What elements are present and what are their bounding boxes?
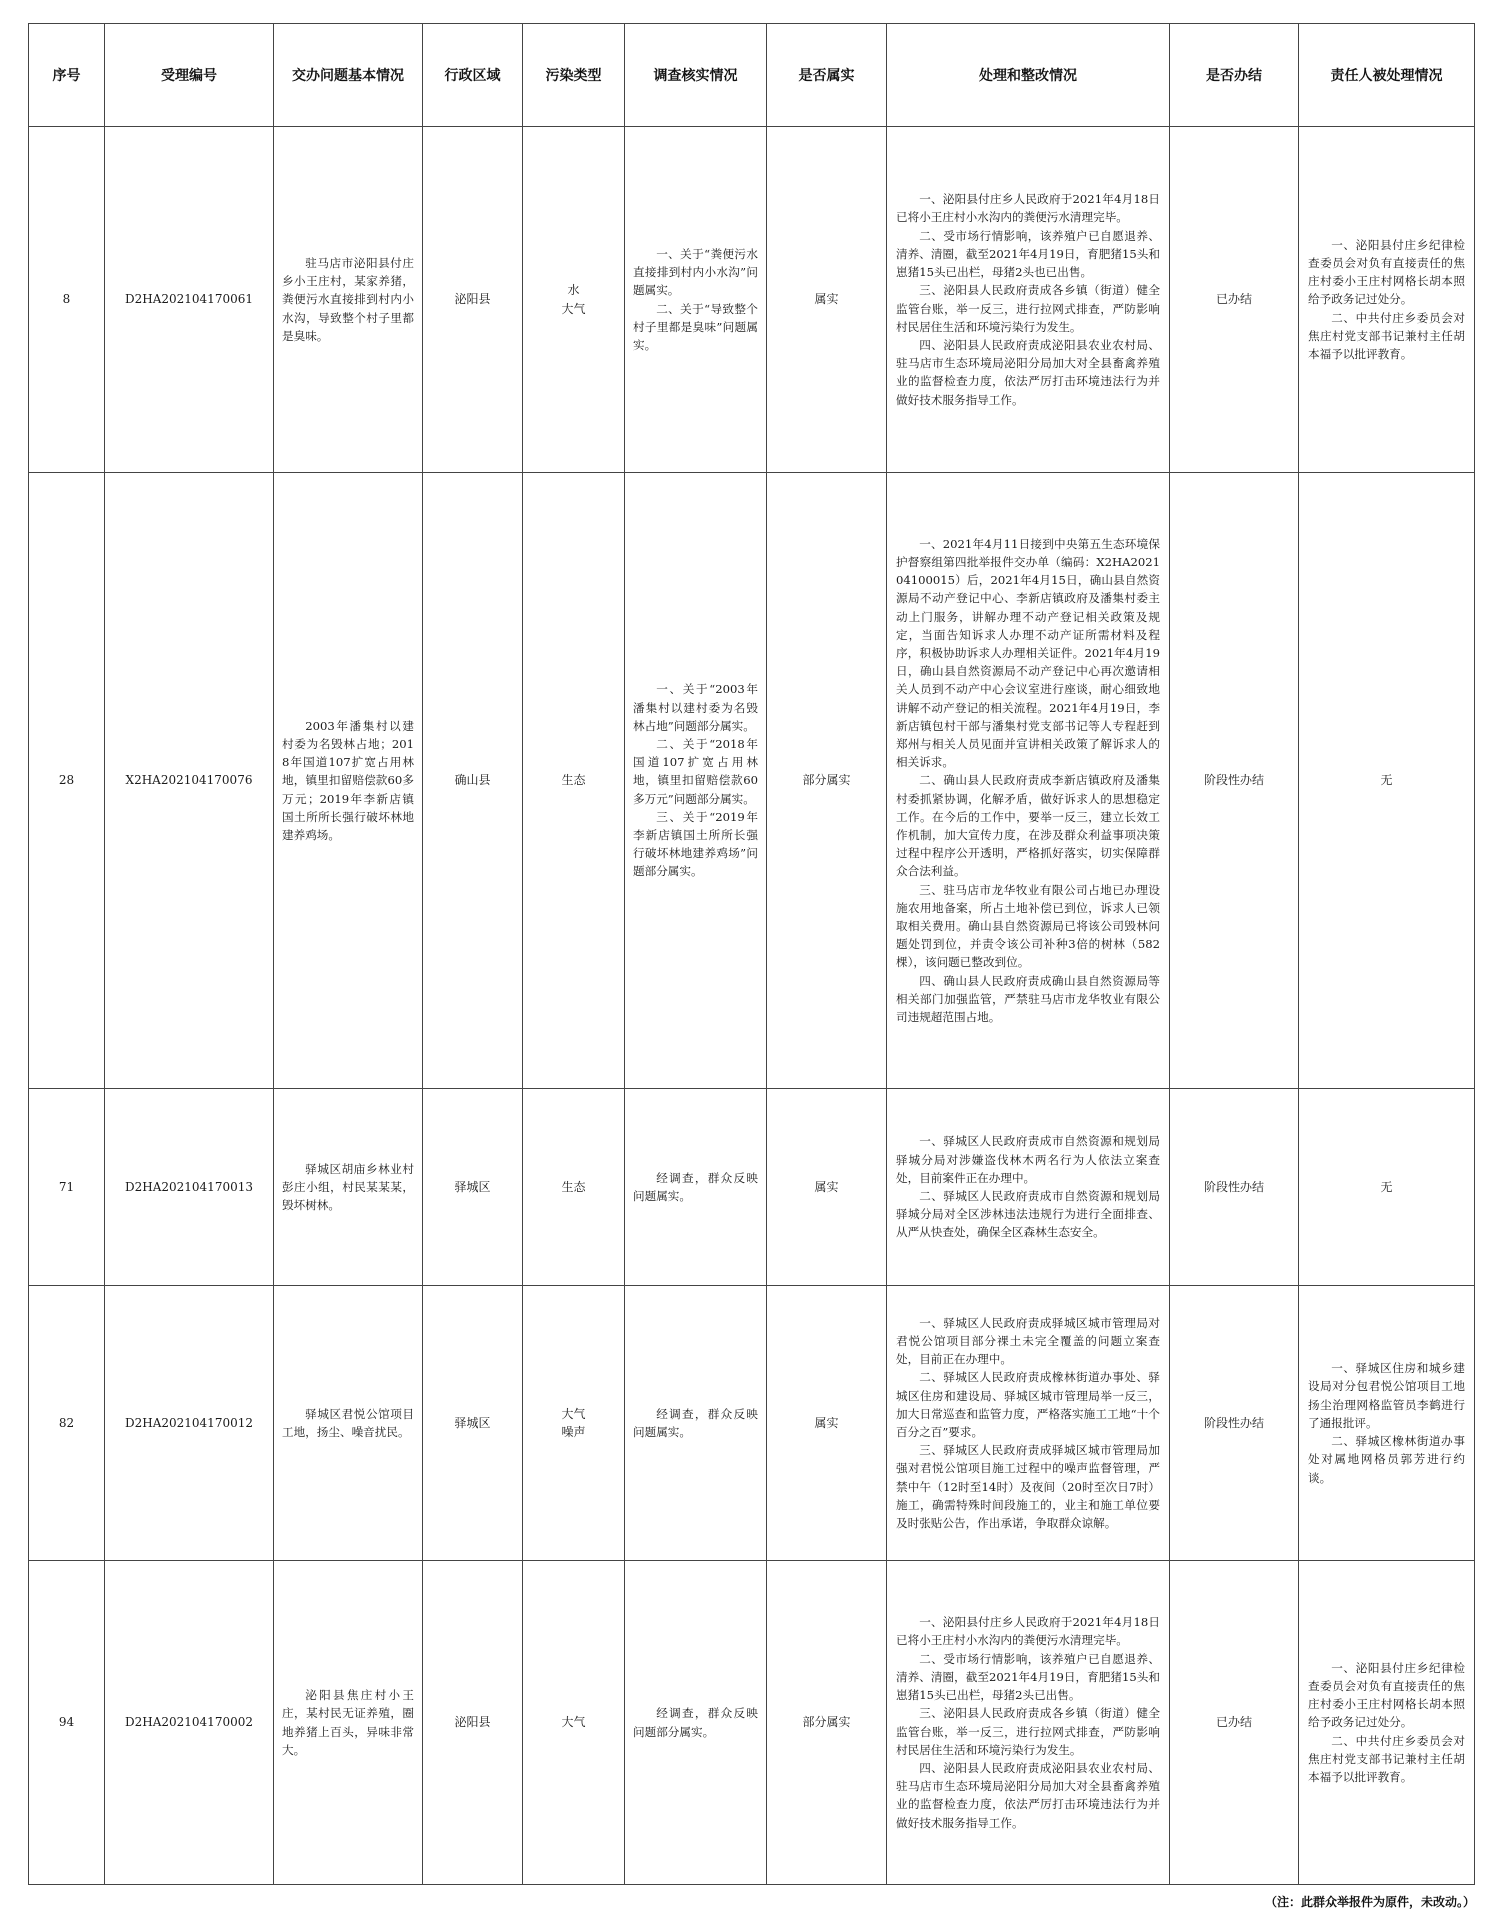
rectification-item: 二、受市场行情影响，该养殖户已自愿退养、清养、清圈，截至2021年4月19日，育肥猪15头和崽猪15头已出栏，母猪2头也已出售。 [896,228,1160,280]
header-pollution: 污染类型 [523,24,625,127]
header-status: 是否办结 [1170,24,1299,127]
cell-seq: 94 [29,1561,105,1885]
rectification-item: 二、驿城区人民政府责成橡林街道办事处、驿城区住房和建设局、驿城区城市管理局举一反三，加大日常巡查和监管力度，严格落实施工工地“十个百分之百”要求。 [896,1370,1160,1439]
accountability-item: 二、中共付庄乡委员会对焦庄村党支部书记兼村主任胡本福予以批评教育。 [1308,310,1465,361]
rectification-item: 四、确山县人民政府责成确山县自然资源局等相关部门加强监管，严禁驻马店市龙华牧业有限公司违规超范围占地。 [896,973,1160,1025]
accountability-item: 一、泌阳县付庄乡纪律检查委员会对负有直接责任的焦庄村委小王庄村网格长胡本照给予政务记过处分。 [1308,1660,1465,1730]
cell-rectification [887,1286,1170,1561]
cell-status: 已办结 [1170,127,1299,473]
rectification-item: 一、泌阳县付庄乡人民政府于2021年4月18日已将小王庄村小水沟内的粪便污水清理完毕。 [896,192,1160,225]
investigation-item: 经调查，群众反映问题属实。 [633,1406,758,1439]
cell-rectification [887,1561,1170,1885]
cell-verified: 属实 [767,1089,887,1286]
cell-pollution [523,1561,625,1885]
cell-problem [274,1089,423,1286]
rectification-item: 二、确山县人民政府责成李新店镇政府及潘集村委抓紧协调，化解矛盾，做好诉求人的思想稳定工作。在今后的工作中，要举一反三，建立长效工作机制，加大宣传力度，在涉及群众利益事项决策过程中程序公开透明，严格抓好落实，切实保障群众合法利益。 [896,773,1160,879]
cell-accountability [1299,1286,1475,1561]
table-row [29,1089,1475,1286]
rectification-item: 一、2021年4月11日接到中央第五生态环境保护督察组第四批举报件交办单（编码：X2HA202104100015）后，2021年4月15日，确山县自然资源局不动产登记中心、李新店镇政府及潘集村委主动上门服务，讲解办理不动产登记相关政策及规定，当面告知诉求人办理不动产证所需材料及程序，积极协助诉求人办理相关证件。2021年4月19日，确山县自然资源局不动产登记中心再次邀请相关人员到不动产中心会议室进行座谈，耐心细致地讲解不动产登记的相关流程。2021年4月19日，李新店镇包村干部与潘集村党支部书记等人专程赶到郑州与相关人员见面并宣讲相关政策了解诉求人的相关诉求。 [896,536,1160,770]
cell-status: 已办结 [1170,1561,1299,1885]
cell-problem [274,1286,423,1561]
cell-problem [274,1561,423,1885]
pollution-type: 生态 [561,1179,586,1194]
rectification-item: 三、驻马店市龙华牧业有限公司占地已办理设施农用地备案，所占土地补偿已到位，诉求人已领取相关费用。确山县自然资源局已将该公司毁林问题处罚到位，并责令该公司补种3倍的树林（582棵），该问题已整改到位。 [896,882,1160,970]
cell-rectification [887,473,1170,1089]
cell-verified: 部分属实 [767,473,887,1089]
header-accountability: 责任人被处理情况 [1299,24,1475,127]
investigation-item: 一、关于“2003年潘集村以建村委为名毁林占地”问题部分属实。 [633,682,758,733]
cell-id: D2HA202104170002 [105,1561,274,1885]
header-rectification: 处理和整改情况 [887,24,1170,127]
investigation-item: 二、关于“导致整个村子里都是臭味”问题属实。 [633,301,758,352]
cell-rectification [887,1089,1170,1286]
cell-investigation [625,127,767,473]
pollution-type: 大气 [561,1406,586,1421]
cell-verified: 属实 [767,1286,887,1561]
accountability-item: 一、驿城区住房和城乡建设局对分包君悦公馆项目工地扬尘治理网格监管员李鹤进行了通报批评。 [1308,1361,1465,1430]
cell-verified: 属实 [767,127,887,473]
rectification-item: 一、泌阳县付庄乡人民政府于2021年4月18日已将小王庄村小水沟内的粪便污水清理完毕。 [896,1615,1160,1648]
problem-text: 泌阳县焦庄村小王庄，某村民无证养殖，圈地养猪上百头，异味非常大。 [282,1688,414,1757]
problem-text: 驿城区君悦公馆项目工地，扬尘、噪音扰民。 [282,1406,414,1439]
cell-seq: 28 [29,473,105,1089]
rectification-item: 二、驿城区人民政府责成市自然资源和规划局驿城分局对全区涉林违法违规行为进行全面排查、从严从快查处，确保全区森林生态安全。 [896,1189,1160,1240]
table-row [29,1286,1475,1561]
rectification-item: 二、受市场行情影响，该养殖户已自愿退养、清养、清圈，截至2021年4月19日，育肥猪15头和崽猪15头已出栏，母猪2头已出售。 [896,1651,1160,1703]
pollution-type: 大气 [561,1715,586,1730]
header-problem: 交办问题基本情况 [274,24,423,127]
cell-region: 泌阳县 [423,1561,523,1885]
header-seq: 序号 [29,24,105,127]
report-table [28,23,1475,1885]
rectification-item: 三、驿城区人民政府责成驿城区城市管理局加强对君悦公馆项目施工过程中的噪声监督管理，严禁中午（12时至14时）及夜间（20时至次日7时）施工，确需特殊时间段施工的，业主和施工单位要及时张贴公告，作出承诺，争取群众谅解。 [896,1443,1160,1531]
cell-region: 泌阳县 [423,127,523,473]
cell-seq: 8 [29,127,105,473]
cell-problem [274,473,423,1089]
cell-investigation [625,1089,767,1286]
cell-accountability: 无 [1299,473,1475,1089]
header-row [29,24,1475,127]
cell-problem [274,127,423,473]
problem-text: 驿城区胡庙乡林业村彭庄小组，村民某某某，毁坏树林。 [282,1161,414,1213]
cell-seq: 71 [29,1089,105,1286]
cell-investigation [625,1286,767,1561]
investigation-item: 三、关于“2019年李新店镇国土所所长强行破坏林地建养鸡场”问题部分属实。 [633,809,758,879]
table-row [29,127,1475,473]
cell-pollution [523,1089,625,1286]
cell-region: 确山县 [423,473,523,1089]
cell-region: 驿城区 [423,1089,523,1286]
pollution-type: 噪声 [561,1425,586,1439]
rectification-item: 三、泌阳县人民政府责成各乡镇（街道）健全监管台账，举一反三，进行拉网式排查，严防影响村民居住生活和环境污染行为发生。 [896,1706,1160,1757]
problem-text: 2003年潘集村以建村委为名毁林占地；2018年国道107扩宽占用林地，镇里扣留赔偿款60多万元；2019年李新店镇国土所所长强行破坏林地建养鸡场。 [282,718,414,842]
cell-status: 阶段性办结 [1170,1286,1299,1561]
cell-id: D2HA202104170012 [105,1286,274,1561]
cell-region: 驿城区 [423,1286,523,1561]
cell-id: X2HA202104170076 [105,473,274,1089]
accountability-item: 一、泌阳县付庄乡纪律检查委员会对负有直接责任的焦庄村委小王庄村网格长胡本照给予政务记过处分。 [1308,237,1465,307]
header-verified: 是否属实 [767,24,887,127]
header-region: 行政区域 [423,24,523,127]
pollution-type: 水 [567,283,580,298]
rectification-item: 四、泌阳县人民政府责成泌阳县农业农村局、驻马店市生态环境局泌阳分局加大对全县畜禽养殖业的监督检查力度，依法严厉打击环境违法行为并做好技术服务指导工作。 [896,337,1160,407]
table-row [29,1561,1475,1885]
accountability-item: 二、驿城区橡林街道办事处对属地网格员郭芳进行约谈。 [1308,1434,1465,1485]
cell-accountability [1299,1561,1475,1885]
problem-text: 驻马店市泌阳县付庄乡小王庄村，某家养猪，粪便污水直接排到村内小水沟，导致整个村子里都是臭味。 [282,255,414,343]
investigation-item: 二、关于“2018年国道107扩宽占用林地，镇里扣留赔偿款60多万元”问题部分属实。 [633,736,758,806]
investigation-item: 经调查，群众反映问题部分属实。 [633,1706,758,1739]
investigation-item: 经调查，群众反映问题属实。 [633,1170,758,1203]
pollution-type: 大气 [561,301,586,316]
cell-pollution [523,473,625,1089]
cell-id: D2HA202104170061 [105,127,274,473]
cell-seq: 82 [29,1286,105,1561]
cell-rectification [887,127,1170,473]
cell-status: 阶段性办结 [1170,1089,1299,1286]
header-investigation: 调查核实情况 [625,24,767,127]
accountability-item: 二、中共付庄乡委员会对焦庄村党支部书记兼村主任胡本福予以批评教育。 [1308,1733,1465,1784]
cell-status: 阶段性办结 [1170,473,1299,1089]
rectification-item: 一、驿城区人民政府责成驿城区城市管理局对君悦公馆项目部分裸土未完全覆盖的问题立案查处，目前正在办理中。 [896,1315,1160,1367]
cell-id: D2HA202104170013 [105,1089,274,1286]
investigation-item: 一、关于“粪便污水直接排到村内小水沟”问题属实。 [633,246,758,298]
cell-investigation [625,473,767,1089]
pollution-type: 生态 [561,773,586,788]
rectification-item: 一、驿城区人民政府责成市自然资源和规划局驿城分局对涉嫌盗伐林木两名行为人依法立案查处，目前案件正在办理中。 [896,1134,1160,1185]
cell-verified: 部分属实 [767,1561,887,1885]
rectification-item: 四、泌阳县人民政府责成泌阳县农业农村局、驻马店市生态环境局泌阳分局加大对全县畜禽养殖业的监督检查力度，依法严厉打击环境违法行为并做好技术服务指导工作。 [896,1760,1160,1830]
cell-investigation [625,1561,767,1885]
header-id: 受理编号 [105,24,274,127]
footnote: （注：此群众举报件为原件，未改动。） [1264,1895,1475,1909]
cell-accountability [1299,127,1475,473]
cell-pollution [523,1286,625,1561]
table-row [29,473,1475,1089]
cell-pollution [523,127,625,473]
rectification-item: 三、泌阳县人民政府责成各乡镇（街道）健全监管台账，举一反三，进行拉网式排查，严防影响村民居住生活和环境污染行为发生。 [896,283,1160,334]
cell-accountability: 无 [1299,1089,1475,1286]
